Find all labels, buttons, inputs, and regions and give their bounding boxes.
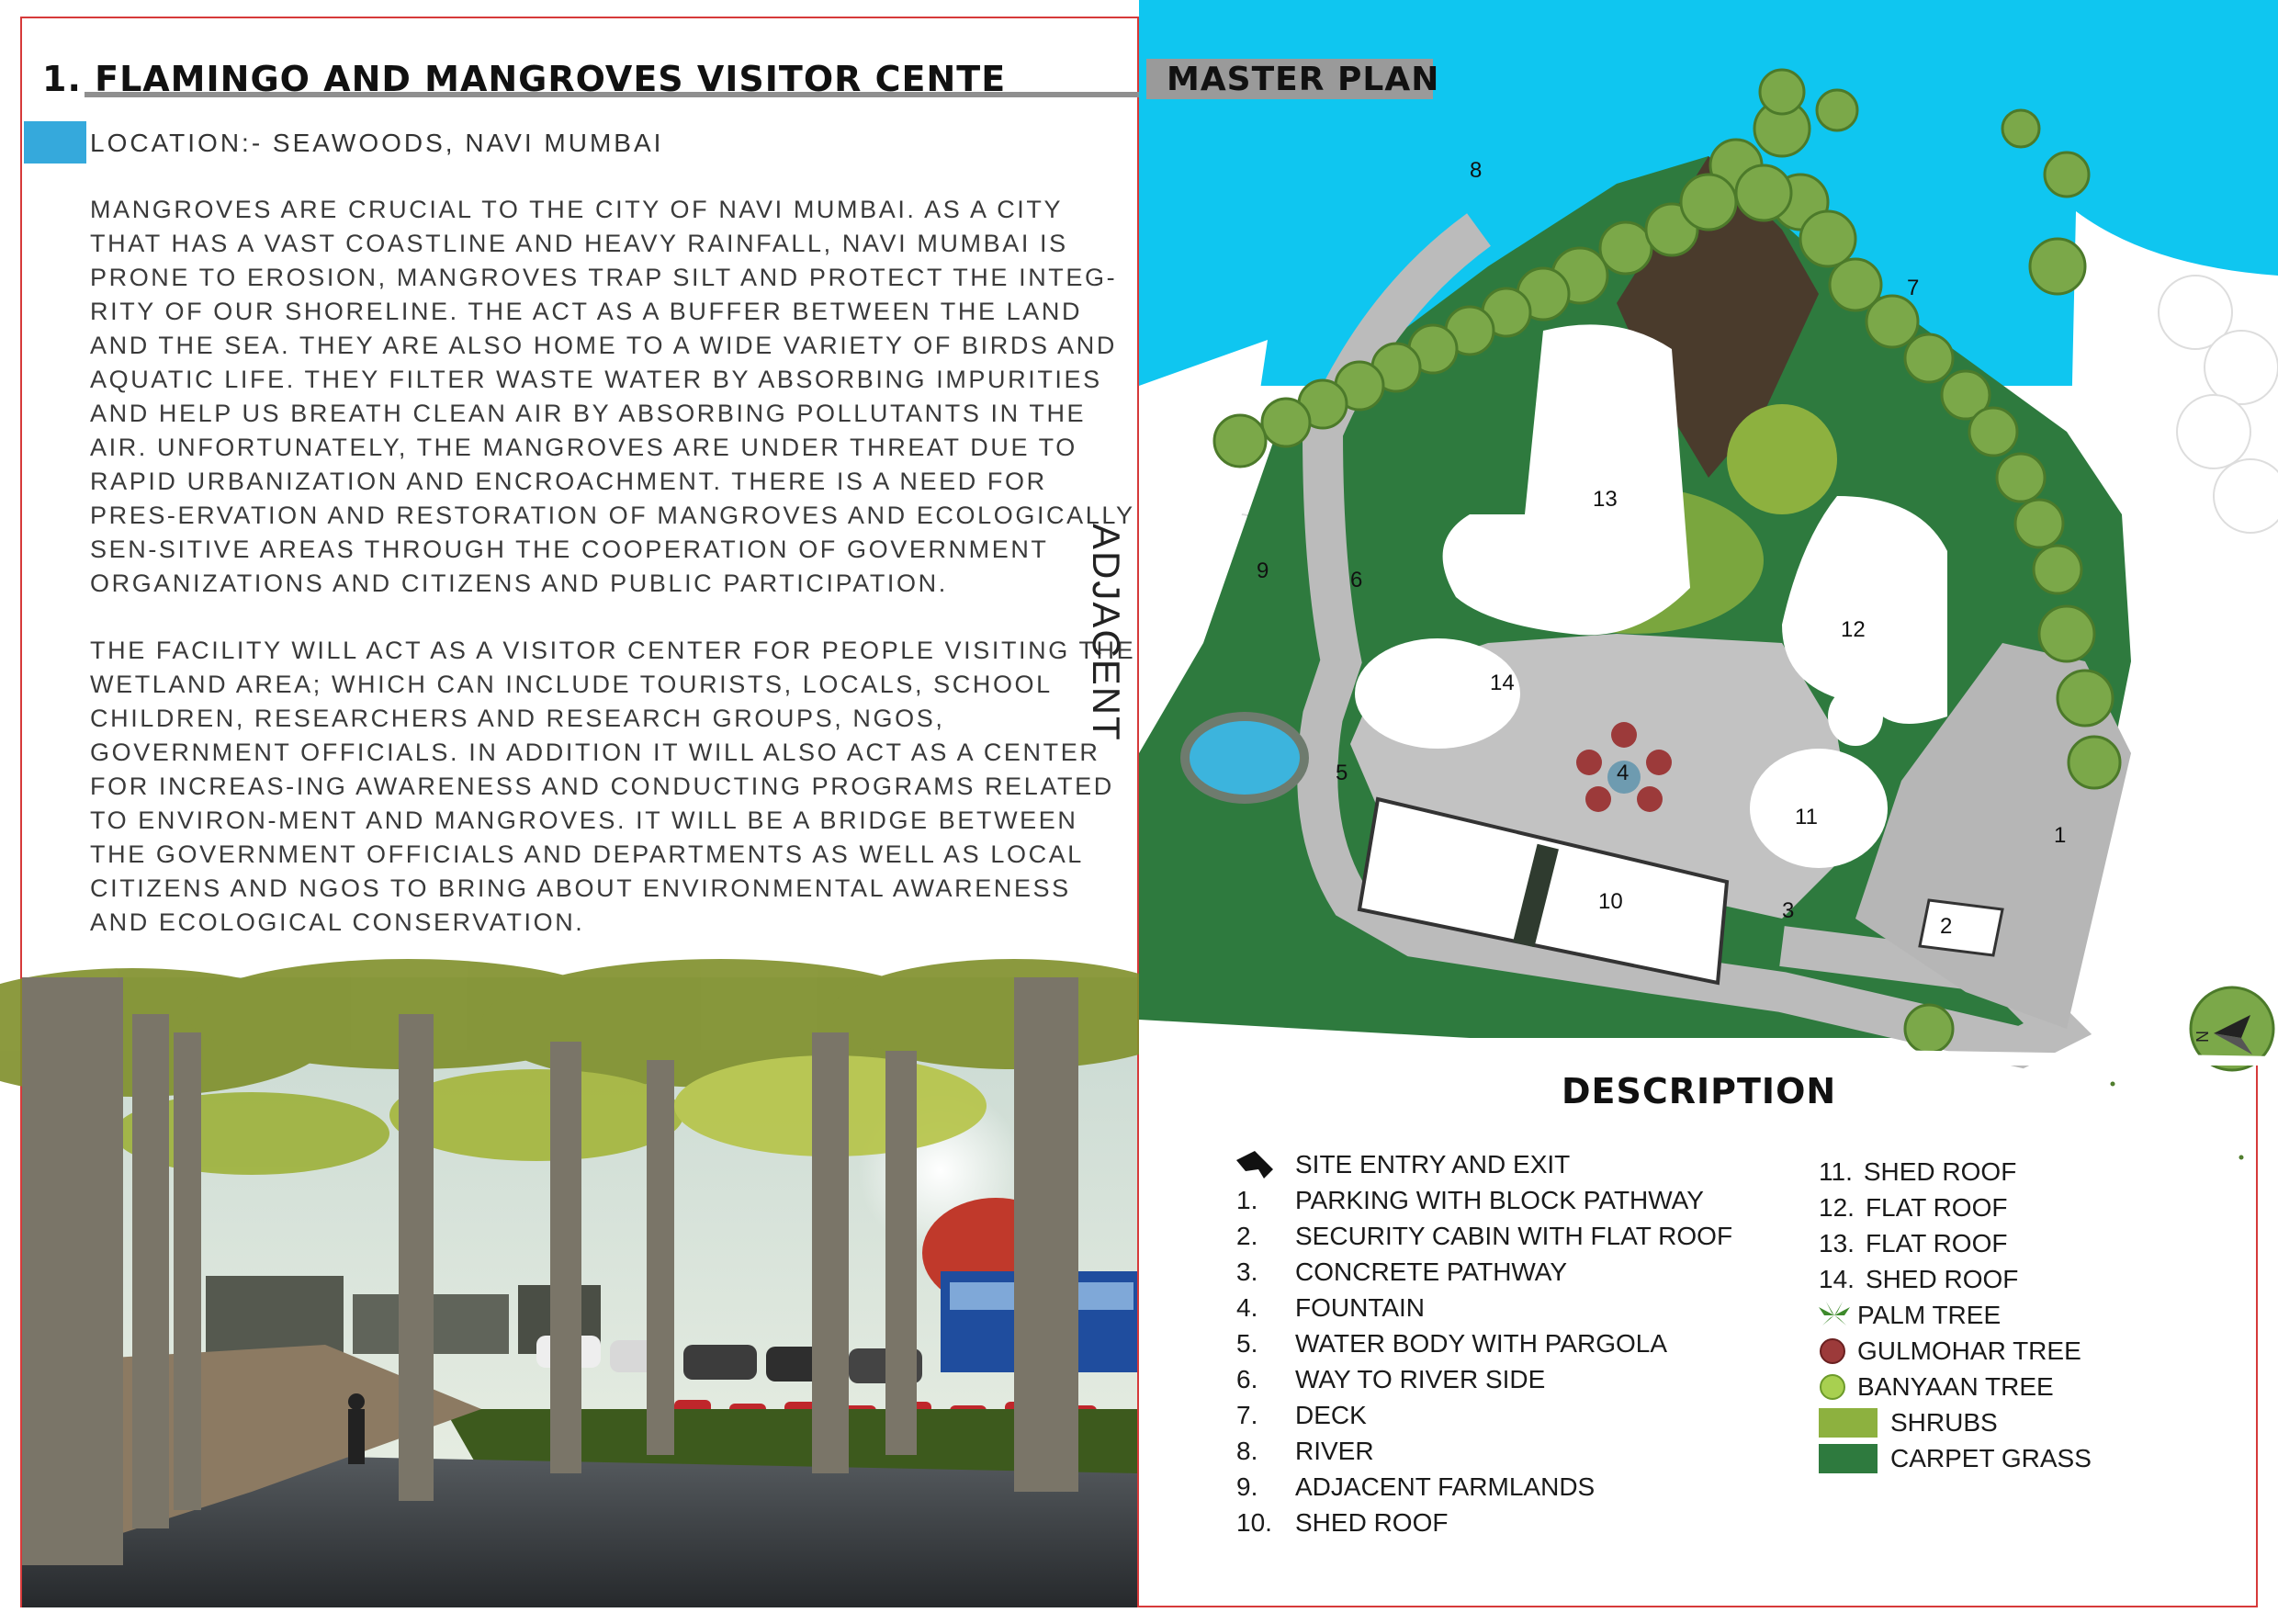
legend-number: 11.: [1819, 1156, 1853, 1186]
legend-text: FLAT ROOF: [1865, 1228, 2008, 1257]
legend-text: PALM TREE: [1857, 1300, 2002, 1329]
zone-label-1: 1: [2054, 823, 2067, 848]
legend-text: PARKING WITH BLOCK PATHWAY: [1295, 1185, 1704, 1214]
adjacent-label: ADJACENT: [1085, 524, 1128, 742]
legend-number: 2.: [1236, 1221, 1258, 1250]
legend-text: SECURITY CABIN WITH FLAT ROOF: [1295, 1221, 1733, 1250]
legend-number: 1.: [1236, 1185, 1258, 1214]
legend-symbol-item: [1819, 1297, 2092, 1333]
legend-item: [1222, 1469, 1732, 1505]
legend-item: [1222, 1433, 1732, 1469]
legend-item: [1222, 1505, 1732, 1540]
zone-label-5: 5: [1336, 761, 1348, 785]
legend-item: [1819, 1225, 2092, 1261]
zone-label-6: 6: [1350, 568, 1363, 592]
legend-text: CONCRETE PATHWAY: [1295, 1257, 1568, 1286]
legend-text: GULMOHAR TREE: [1857, 1336, 2081, 1365]
entry-arrow-icon: [1222, 1151, 1295, 1179]
legend-text: SHED ROOF: [1295, 1507, 1449, 1537]
paragraph-mangroves: MANGROVES ARE CRUCIAL TO THE CITY OF NAVI MUMBAI. AS A CITY THAT HAS A VAST COASTLINE AND HEAVY RAINFALL, NAVI MUMBAI IS PRONE TO EROSION, MANGROVES TRAP SILT AND PROTECT THE INTEG-RITY OF OUR SHORELINE. THE ACT AS A BUFFER BETWEEN THE LAND AND THE SEA. THEY ARE ALSO HOME TO A WIDE VARIETY OF BIRDS AND AQUATIC LIFE. THEY FILTER WASTE WATER BY ABSORBING IMPURITIES AND HELP US BREATH CLEAN AIR BY ABSORBING POLLUTANTS IN THE AIR. UNFORTUNATELY, THE MANGROVES ARE UNDER THREAT DUE TO RAPID URBANIZATION AND ENCROACHMENT. THERE IS A NEED FOR PRES-ERVATION AND RESTORATION OF MANGROVES AND ECOLOGICALLY SEN-SITIVE AREAS THROUGH THE COOPERATION OF GOVERNMENT ORGANIZATIONS AND CITIZENS AND PUBLIC PARTICIPATION.: [90, 196, 1135, 597]
page-title: 1. FLAMINGO AND MANGROVES VISITOR CENTE: [42, 59, 1007, 99]
legend-symbol-item: [1819, 1404, 2092, 1440]
palm-tree-icon: [1819, 1302, 1857, 1329]
zone-label-13: 13: [1593, 487, 1618, 512]
building-2: [1920, 900, 2002, 955]
zone-label-10: 10: [1598, 889, 1623, 914]
location-swatch: [24, 121, 86, 164]
pool: [1185, 716, 1304, 799]
legend-number: 12.: [1819, 1192, 1855, 1222]
legend-text: DECK: [1295, 1400, 1367, 1429]
legend-number: 9.: [1236, 1472, 1258, 1501]
legend-item: [1222, 1290, 1732, 1325]
legend-text: ADJACENT FARMLANDS: [1295, 1472, 1596, 1501]
legend-text: SHED ROOF: [1863, 1156, 2017, 1186]
render-illustration: [22, 977, 1137, 1607]
legend-symbol-item: [1819, 1440, 2092, 1476]
legend-item: [1222, 1218, 1732, 1254]
legend-text: SHED ROOF: [1865, 1264, 2019, 1293]
site-render-image: [22, 977, 1137, 1607]
zone-label-14: 14: [1490, 671, 1515, 695]
legend-text: CARPET GRASS: [1890, 1443, 2092, 1472]
legend-symbol-item: [1819, 1333, 2092, 1369]
zone-label-9: 9: [1257, 558, 1269, 583]
legend-text: SHRUBS: [1890, 1407, 1998, 1437]
legend-text: WAY TO RIVER SIDE: [1295, 1364, 1546, 1393]
legend-entry-label: SITE ENTRY AND EXIT: [1295, 1149, 1571, 1179]
legend-item: [1222, 1361, 1732, 1397]
legend-number: 6.: [1236, 1364, 1258, 1393]
legend-item: [1222, 1397, 1732, 1433]
legend-item: [1819, 1154, 2092, 1190]
legend-entry-site: [1222, 1146, 1732, 1182]
zone-label-7: 7: [1907, 276, 1920, 300]
location-text: LOCATION:- SEAWOODS, NAVI MUMBAI: [90, 129, 664, 157]
legend-text: FOUNTAIN: [1295, 1292, 1426, 1322]
zone-label-12: 12: [1841, 617, 1866, 642]
master-plan-title: MASTER PLAN: [1167, 61, 1440, 98]
legend-number: 5.: [1236, 1328, 1258, 1358]
zone-label-2: 2: [1940, 914, 1953, 939]
legend-text: BANYAAN TREE: [1857, 1371, 2054, 1401]
legend-symbol-item: [1819, 1369, 2092, 1404]
legend-number: 13.: [1819, 1228, 1855, 1257]
legend-number: 4.: [1236, 1292, 1258, 1322]
gulmohar-tree-icon: [1819, 1337, 1857, 1365]
compass-n-label: N: [2193, 1031, 2211, 1043]
legend-left: [1222, 1146, 1732, 1540]
legend-text: FLAT ROOF: [1865, 1192, 2008, 1222]
legend-number: 8.: [1236, 1436, 1258, 1465]
legend-item: [1222, 1182, 1732, 1218]
legend-number: 10.: [1236, 1507, 1272, 1537]
zone-label-11: 11: [1795, 805, 1818, 829]
legend-text: RIVER: [1295, 1436, 1374, 1465]
banyan-tree-icon: [1819, 1373, 1857, 1401]
building-11: [1750, 749, 1888, 868]
legend-item: [1222, 1254, 1732, 1290]
legend-item: [1222, 1325, 1732, 1361]
carpet-grass-swatch: [1819, 1444, 1890, 1473]
zone-label-8: 8: [1470, 158, 1483, 183]
description-title: DESCRIPTION: [1562, 1071, 1837, 1111]
title-bar: [22, 55, 1216, 97]
legend-number: 14.: [1819, 1264, 1855, 1293]
shrubs-swatch: [1819, 1408, 1890, 1438]
legend-item: [1819, 1261, 2092, 1297]
legend-text: WATER BODY WITH PARGOLA: [1295, 1328, 1668, 1358]
zone-label-3: 3: [1782, 898, 1795, 923]
master-plan-drawing: [1085, 0, 2278, 1066]
paragraph-facility: THE FACILITY WILL ACT AS A VISITOR CENTER FOR PEOPLE VISITING THE WETLAND AREA; WHICH CAN INCLUDE TOURISTS, LOCALS, SCHOOL CHILDREN, RESEARCHERS AND RESEARCH GROUPS, NGOS, GOVERNMENT OFFICIALS. IN ADDITION IT WILL ALSO ACT AS A CENTER FOR INCREAS-ING AWARENESS AND CONDUCTING PROGRAMS RELATED TO ENVIRON-MENT AND MANGROVES. IT WILL BE A BRIDGE BETWEEN THE GOVERNMENT OFFICIALS AND DEPARTMENTS AS WELL AS LOCAL CITIZENS AND NGOS TO BRING ABOUT ENVIRONMENTAL AWARENESS AND ECOLOGICAL CONSERVATION.: [90, 637, 1136, 936]
legend-number: 7.: [1236, 1400, 1258, 1429]
legend-number: 3.: [1236, 1257, 1258, 1286]
legend-item: [1819, 1190, 2092, 1225]
master-plan-svg: [1139, 0, 2278, 1066]
legend-right: [1819, 1154, 2092, 1476]
zone-label-4: 4: [1617, 761, 1630, 785]
